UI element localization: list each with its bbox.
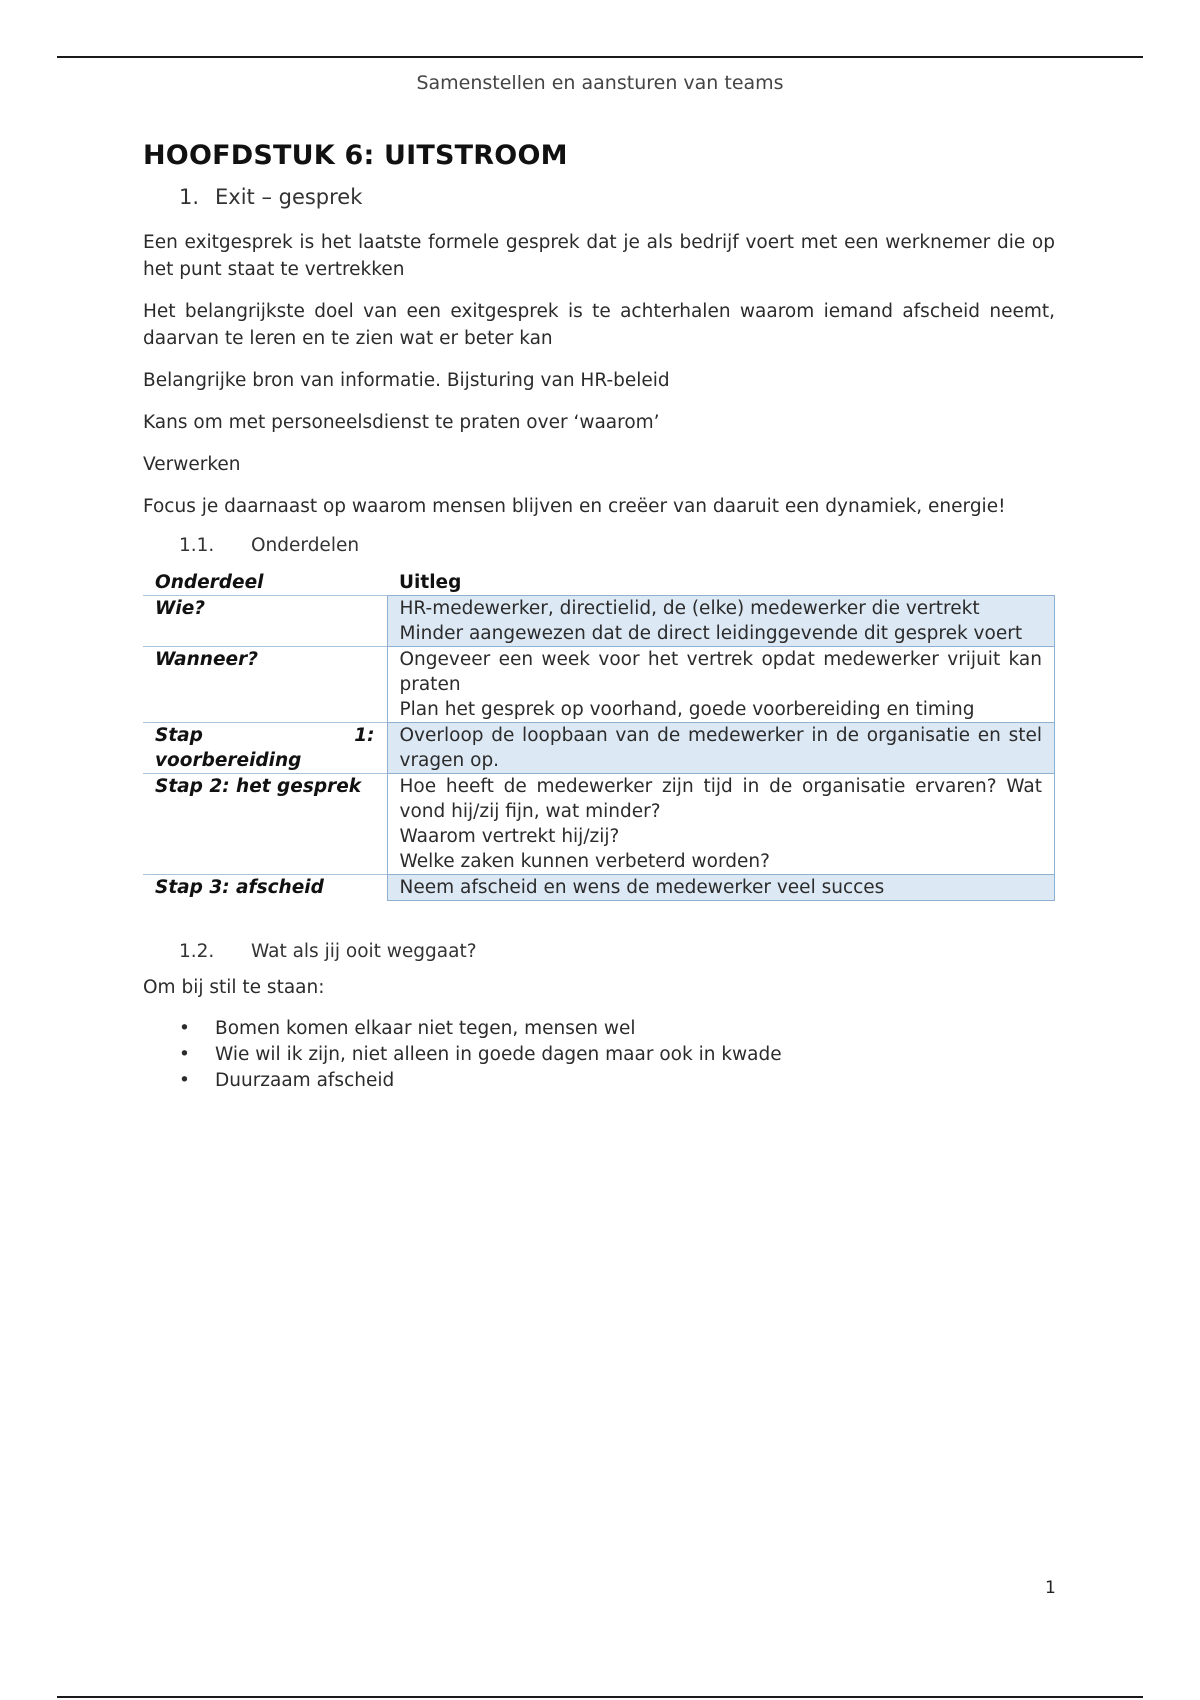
subsection-number: 1.2. bbox=[179, 941, 215, 962]
list-item bbox=[179, 1016, 1055, 1042]
value-line: HR-medewerker, directielid, de (elke) medewerker die vertrekt bbox=[399, 598, 980, 619]
row-label-line bbox=[155, 723, 375, 748]
section-number: 1. bbox=[179, 185, 200, 209]
paragraph: Focus je daarnaast op waarom mensen blijven en creëer van daaruit een dynamiek, energie! bbox=[143, 496, 1006, 517]
row-label: Wanneer? bbox=[143, 647, 387, 723]
section-title: Exit – gesprek bbox=[215, 185, 363, 209]
paragraph: Het belangrijkste doel van een exitgesprek is te achterhalen waarom iemand afscheid neemt, daarvan te leren en te zien wat er beter kan bbox=[143, 301, 1055, 349]
row-value bbox=[387, 774, 1055, 875]
bullet-icon: • bbox=[179, 1044, 190, 1065]
paragraph: Verwerken bbox=[143, 454, 241, 475]
row-label bbox=[143, 723, 387, 774]
value-line: Overloop de loopbaan van de medewerker in de organisatie en stel vragen op. bbox=[399, 725, 1042, 771]
subsection-heading bbox=[179, 535, 1055, 556]
column-header: Onderdeel bbox=[155, 572, 264, 593]
running-header: Samenstellen en aansturen van teams bbox=[416, 72, 784, 94]
bullet-icon: • bbox=[179, 1018, 190, 1039]
footer-rule bbox=[57, 1696, 1143, 1698]
row-label: Wie? bbox=[143, 596, 387, 647]
section-heading bbox=[179, 185, 1055, 209]
table-row bbox=[143, 647, 1055, 723]
bullet-list bbox=[143, 1016, 1055, 1094]
row-label: Stap 3: afscheid bbox=[143, 875, 387, 901]
value-line: Welke zaken kunnen verbeterd worden? bbox=[399, 851, 770, 872]
onderdelen-table bbox=[143, 568, 1055, 901]
header-rule bbox=[57, 56, 1143, 58]
table-row bbox=[143, 774, 1055, 875]
row-value bbox=[387, 723, 1055, 774]
row-label-part: voorbereiding bbox=[155, 750, 302, 771]
row-value bbox=[387, 596, 1055, 647]
table-row bbox=[143, 596, 1055, 647]
list-item-text: Bomen komen elkaar niet tegen, mensen wel bbox=[215, 1018, 636, 1039]
subsection-heading bbox=[179, 941, 1055, 962]
value-line: Ongeveer een week voor het vertrek opdat medewerker vrijuit kan praten bbox=[399, 649, 1042, 695]
value-line: Waarom vertrekt hij/zij? bbox=[399, 826, 620, 847]
bullet-icon: • bbox=[179, 1070, 190, 1091]
row-value bbox=[387, 875, 1055, 901]
column-header: Uitleg bbox=[399, 572, 462, 593]
row-label-part: Stap bbox=[155, 725, 203, 746]
value-line: Hoe heeft de medewerker zijn tijd in de organisatie ervaren? Wat vond hij/zij fijn, wat minder? bbox=[399, 776, 1042, 822]
subsection-number: 1.1. bbox=[179, 535, 215, 556]
chapter-title: HOOFDSTUK 6: UITSTROOM bbox=[143, 140, 568, 171]
list-item bbox=[179, 1042, 1055, 1068]
paragraph: Om bij stil te staan: bbox=[143, 977, 325, 998]
row-label: Stap 2: het gesprek bbox=[143, 774, 387, 875]
row-value bbox=[387, 647, 1055, 723]
paragraph: Een exitgesprek is het laatste formele gesprek dat je als bedrijf voert met een werknemer die op het punt staat te vertrekken bbox=[143, 232, 1055, 280]
list-item-text: Wie wil ik zijn, niet alleen in goede dagen maar ook in kwade bbox=[215, 1044, 782, 1065]
row-label-part: 1: bbox=[354, 725, 375, 746]
value-line: Plan het gesprek op voorhand, goede voorbereiding en timing bbox=[399, 699, 975, 720]
table-header-row bbox=[143, 568, 1055, 596]
paragraph: Kans om met personeelsdienst te praten over ‘waarom’ bbox=[143, 412, 660, 433]
paragraph: Belangrijke bron van informatie. Bijsturing van HR-beleid bbox=[143, 370, 670, 391]
subsection-title: Wat als jij ooit weggaat? bbox=[251, 941, 477, 962]
table-row bbox=[143, 723, 1055, 774]
list-item-text: Duurzaam afscheid bbox=[215, 1070, 395, 1091]
value-line: Neem afscheid en wens de medewerker veel succes bbox=[399, 877, 885, 898]
subsection-title: Onderdelen bbox=[251, 535, 360, 556]
value-line: Minder aangewezen dat de direct leidinggevende dit gesprek voert bbox=[399, 623, 1023, 644]
table-row bbox=[143, 875, 1055, 901]
page-number: 1 bbox=[1045, 1578, 1056, 1598]
list-item bbox=[179, 1068, 1055, 1094]
page-content bbox=[143, 140, 1055, 1094]
